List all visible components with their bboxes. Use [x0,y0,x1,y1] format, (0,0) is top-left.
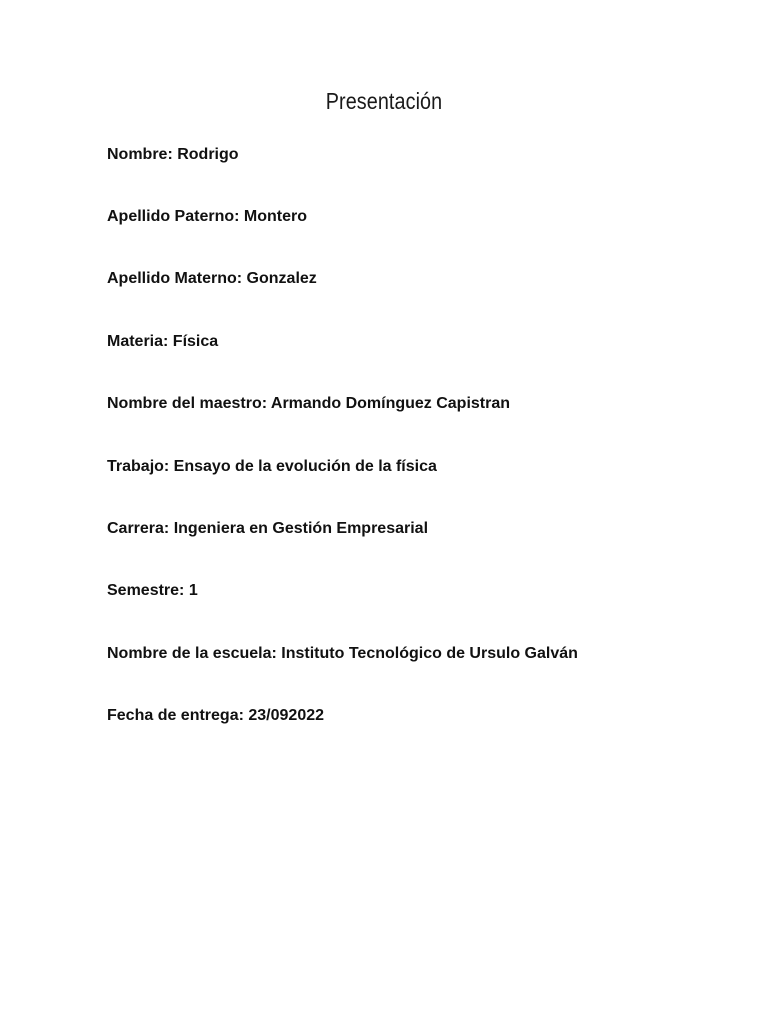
field-apellido-paterno: Apellido Paterno: Montero [107,208,307,225]
field-apellido-materno: Apellido Materno: Gonzalez [107,270,317,287]
field-carrera: Carrera: Ingeniera en Gestión Empresarial [107,520,429,537]
field-escuela: Nombre de la escuela: Instituto Tecnológico de Ursulo Galván [107,645,578,662]
field-nombre: Nombre: Rodrigo [107,146,239,163]
page-title: Presentación [325,88,443,114]
field-trabajo: Trabajo: Ensayo de la evolución de la física [107,458,437,475]
field-materia: Materia: Física [107,333,219,350]
field-semestre: Semestre: 1 [107,582,198,599]
field-fecha-entrega: Fecha de entrega: 23/092022 [107,707,325,724]
field-nombre-maestro: Nombre del maestro: Armando Domínguez Capistran [107,395,511,412]
